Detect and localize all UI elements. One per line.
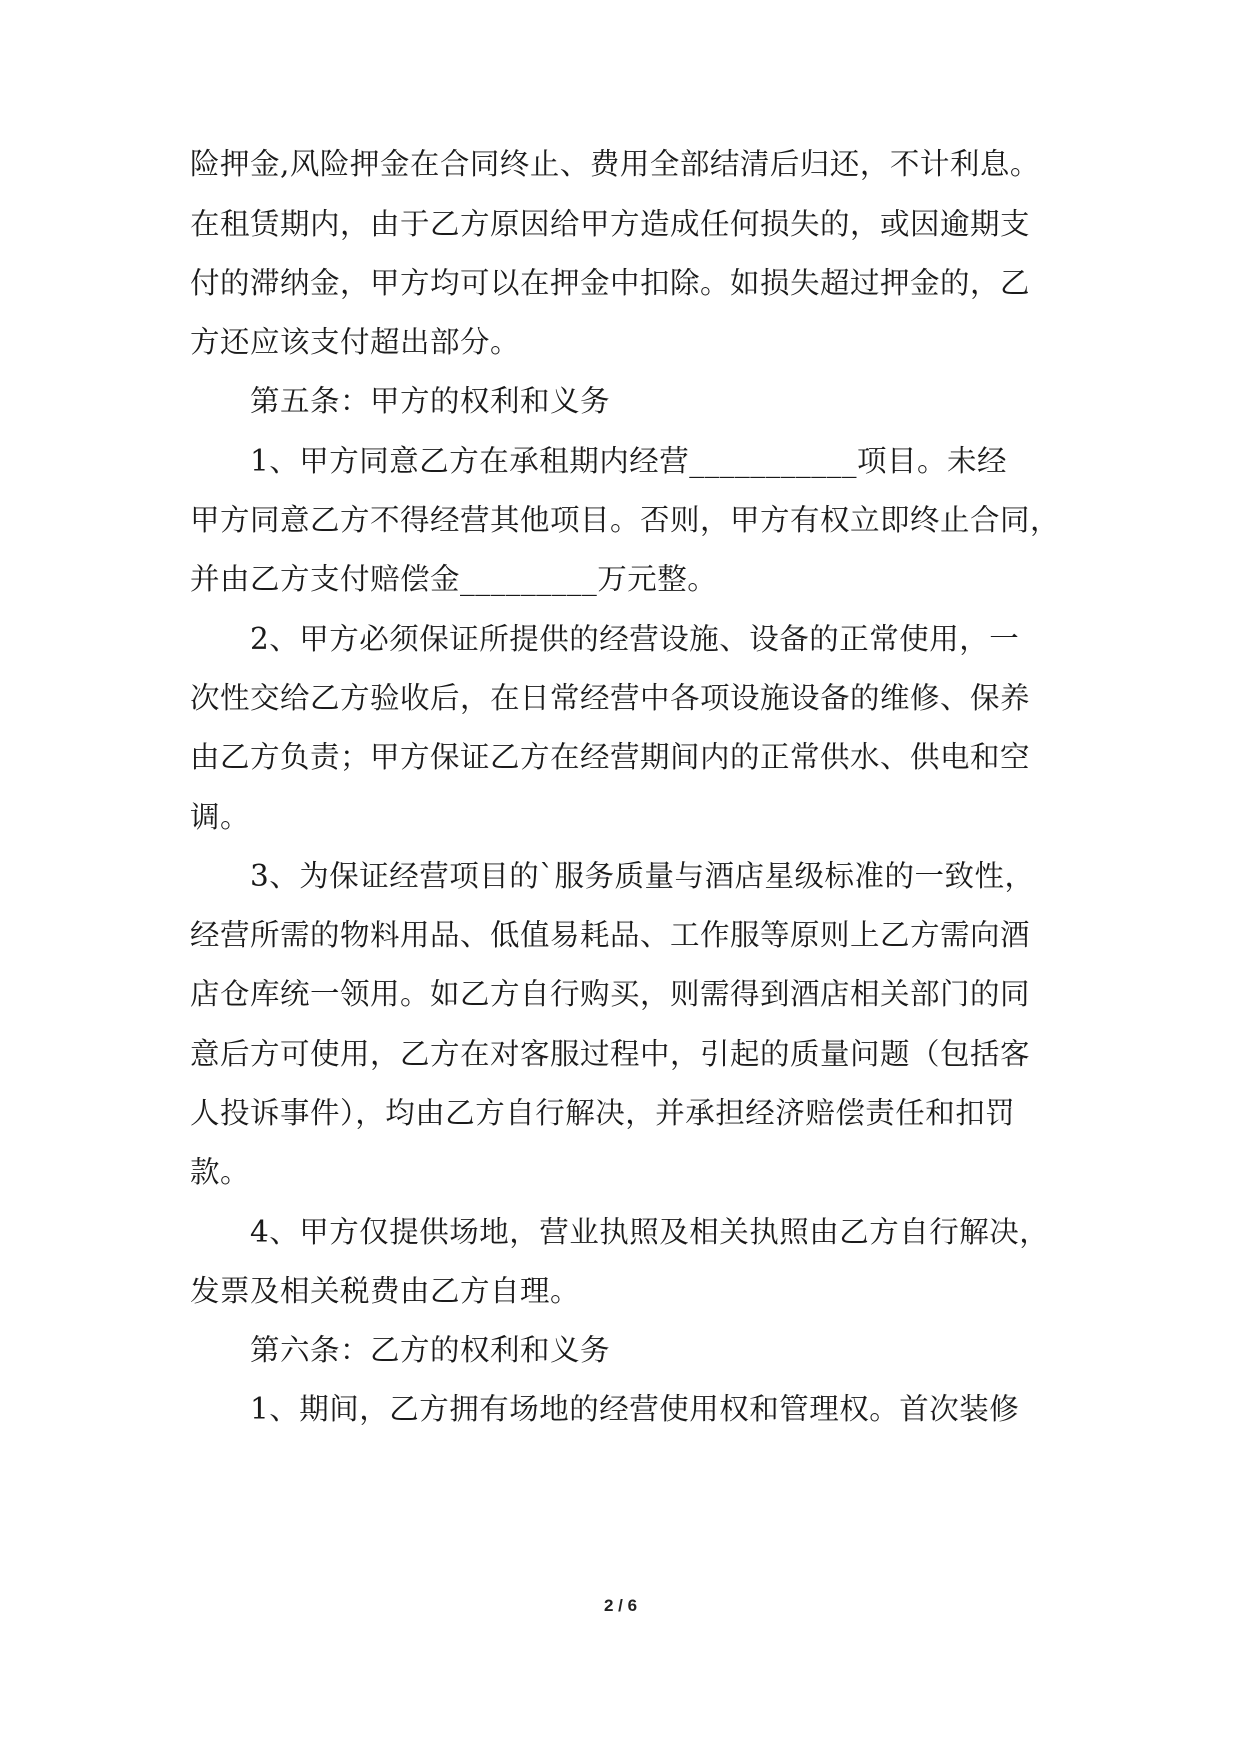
text-line: 店仓库统一领用。如乙方自行购买，则需得到酒店相关部门的同 (190, 977, 1031, 1011)
text-line: 调。 (190, 800, 251, 834)
section-heading: 第六条：乙方的权利和义务 (250, 1333, 611, 1367)
text-line: 由乙方负责；甲方保证乙方在经营期间内的正常供水、供电和空 (190, 740, 1031, 774)
text-line: 意后方可使用，乙方在对客服过程中，引起的质量问题（包括客 (190, 1037, 1031, 1071)
text-line: 人投诉事件），均由乙方自行解决，并承担经济赔偿责任和扣罚 (190, 1096, 1016, 1130)
text-line: 1、甲方同意乙方在承租期内经营___________项目。未经 (250, 444, 1008, 478)
text-line: 款。 (190, 1155, 251, 1189)
text-line: 并由乙方支付赔偿金_________万元整。 (190, 562, 718, 596)
text-line: 3、为保证经营项目的`服务质量与酒店星级标准的一致性， (250, 859, 1035, 893)
text-line: 1、期间，乙方拥有场地的经营使用权和管理权。首次装修 (250, 1392, 1020, 1426)
text-line: 险押金,风险押金在合同终止、费用全部结清后归还，不计利息。 (190, 147, 1040, 181)
text-line: 次性交给乙方验收后，在日常经营中各项设施设备的维修、保养 (190, 681, 1031, 715)
section-heading: 第五条：甲方的权利和义务 (250, 384, 611, 418)
text-line: 发票及相关税费由乙方自理。 (190, 1274, 581, 1308)
text-line: 付的滞纳金，甲方均可以在押金中扣除。如损失超过押金的，乙 (190, 266, 1031, 300)
text-line: 方还应该支付超出部分。 (190, 325, 521, 359)
page-number: 2 / 6 (603, 1596, 638, 1615)
text-line: 4、甲方仅提供场地，营业执照及相关执照由乙方自行解决， (250, 1215, 1050, 1249)
text-line: 甲方同意乙方不得经营其他项目。否则，甲方有权立即终止合同， (190, 503, 1061, 537)
text-line: 在租赁期内，由于乙方原因给甲方造成任何损失的，或因逾期支 (190, 207, 1031, 241)
text-line: 2、甲方必须保证所提供的经营设施、设备的正常使用，一 (250, 622, 1020, 656)
text-line: 经营所需的物料用品、低值易耗品、工作服等原则上乙方需向酒 (190, 918, 1031, 952)
